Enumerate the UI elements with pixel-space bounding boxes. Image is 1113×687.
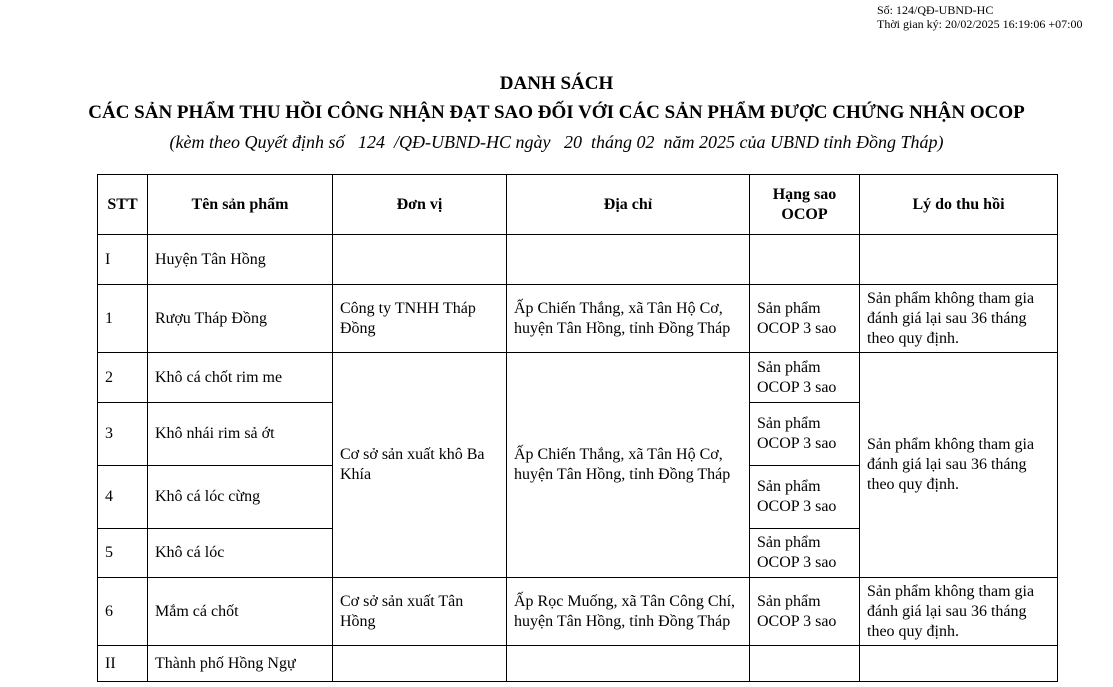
group-name: Huyện Tân Hồng [148,235,333,285]
row-rating: Sản phẩm OCOP 3 sao [750,466,860,529]
group-row [98,235,1058,285]
empty-cell [860,646,1058,682]
row-unit: Cơ sở sản xuất Tân Hồng [333,578,507,646]
group-stt: II [98,646,148,682]
row-rating: Sản phẩm OCOP 3 sao [750,578,860,646]
table-row [98,285,1058,353]
table-header-row [98,175,1058,235]
row-reason: Sản phẩm không tham gia đánh giá lại sau 36 tháng theo quy định. [860,578,1058,646]
revoked-products-table [97,174,1058,682]
header-product: Tên sản phẩm [148,175,333,235]
header-rating [750,175,860,235]
group-row [98,646,1058,682]
header-reason: Lý do thu hồi [860,175,1058,235]
empty-cell [333,235,507,285]
header-stt: STT [98,175,148,235]
row-rating: Sản phẩm OCOP 3 sao [750,285,860,353]
row-product: Khô cá lóc [148,529,333,578]
document-title: DANH SÁCH [499,73,614,94]
row-unit: Công ty TNHH Tháp Đồng [333,285,507,353]
row-product: Khô cá lóc cừng [148,466,333,529]
signature-time: Thời gian ký: 20/02/2025 16:19:06 +07:00 [877,17,1083,31]
empty-cell [507,646,750,682]
row-address: Ấp Chiến Thắng, xã Tân Hộ Cơ, huyện Tân Hồng, tỉnh Đồng Tháp [507,353,750,578]
row-stt: 3 [98,403,148,466]
row-product: Khô nhái rim sả ớt [148,403,333,466]
empty-cell [750,646,860,682]
group-name: Thành phố Hồng Ngự [148,646,333,682]
row-stt: 4 [98,466,148,529]
empty-cell [750,235,860,285]
row-stt: 5 [98,529,148,578]
empty-cell [333,646,507,682]
row-product: Khô cá chốt rim me [148,353,333,403]
table-row [98,578,1058,646]
row-stt: 6 [98,578,148,646]
header-unit: Đơn vị [333,175,507,235]
row-stt: 1 [98,285,148,353]
row-address: Ấp Rọc Muống, xã Tân Công Chí, huyện Tân Hồng, tỉnh Đồng Tháp [507,578,750,646]
group-stt: I [98,235,148,285]
row-stt: 2 [98,353,148,403]
row-rating: Sản phẩm OCOP 3 sao [750,403,860,466]
row-product: Mắm cá chốt [148,578,333,646]
empty-cell [860,235,1058,285]
header-address: Địa chỉ [507,175,750,235]
row-rating: Sản phẩm OCOP 3 sao [750,529,860,578]
digital-signature-stamp [877,3,1082,31]
row-rating: Sản phẩm OCOP 3 sao [750,353,860,403]
row-address: Ấp Chiến Thắng, xã Tân Hộ Cơ, huyện Tân Hồng, tỉnh Đồng Tháp [507,285,750,353]
row-unit: Cơ sở sản xuất khô Ba Khía [333,353,507,578]
row-reason: Sản phẩm không tham gia đánh giá lại sau 36 tháng theo quy định. [860,285,1058,353]
header-rating-line2: OCOP [781,205,828,223]
row-product: Rượu Tháp Đồng [148,285,333,353]
signature-number: Số: 124/QĐ-UBND-HC [877,3,994,17]
table-row [98,353,1058,403]
empty-cell [507,235,750,285]
decision-reference: (kèm theo Quyết định số 124 /QĐ-UBND-HC ngày 20 tháng 02 năm 2025 của UBND tỉnh Đồng Tháp) [169,132,944,152]
header-rating-line1: Hạng sao [772,185,837,203]
document-subtitle: CÁC SẢN PHẨM THU HỒI CÔNG NHẬN ĐẠT SAO ĐỐI VỚI CÁC SẢN PHẨM ĐƯỢC CHỨNG NHẬN OCOP [88,102,1025,123]
row-reason: Sản phẩm không tham gia đánh giá lại sau 36 tháng theo quy định. [860,353,1058,578]
